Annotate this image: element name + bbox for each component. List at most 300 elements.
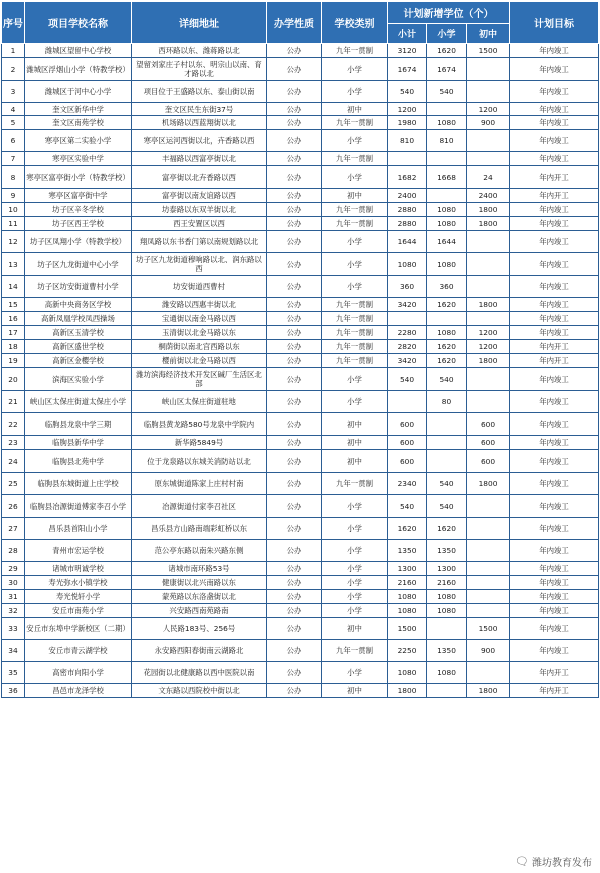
primary-cell: 540 [427, 368, 467, 391]
primary-cell: 1080 [427, 590, 467, 604]
watermark [515, 854, 592, 869]
category-cell: 小学 [322, 518, 388, 540]
primary-cell [427, 436, 467, 450]
school-name-cell: 寒亭区实验中学 [25, 152, 132, 166]
table-row [2, 391, 599, 413]
category-cell: 九年一贯制 [322, 217, 388, 231]
total-cell: 810 [388, 130, 427, 152]
middle-cell [467, 253, 510, 276]
school-name-cell: 高新区金樱学校 [25, 354, 132, 368]
header-category: 学校类别 [322, 2, 388, 44]
address-cell: 桐荫街以南北宫西路以东 [132, 340, 267, 354]
seq-cell: 26 [2, 495, 25, 518]
nature-cell: 公办 [267, 217, 322, 231]
primary-cell: 1620 [427, 354, 467, 368]
table-row [2, 253, 599, 276]
target-cell: 年内开工 [510, 189, 599, 203]
category-cell: 小学 [322, 58, 388, 81]
table-row [2, 166, 599, 189]
address-cell: 冶源街道付家李召社区 [132, 495, 267, 518]
total-cell: 1300 [388, 562, 427, 576]
primary-cell [427, 413, 467, 436]
school-name-cell: 寿光弥水小镇学校 [25, 576, 132, 590]
target-cell: 年内竣工 [510, 618, 599, 640]
nature-cell: 公办 [267, 495, 322, 518]
primary-cell [427, 103, 467, 116]
wechat-icon: 🗨 [515, 855, 529, 868]
total-cell: 1080 [388, 662, 427, 684]
category-cell: 九年一贯制 [322, 340, 388, 354]
table-row [2, 436, 599, 450]
category-cell: 小学 [322, 495, 388, 518]
seq-cell: 2 [2, 58, 25, 81]
address-cell: 人民路183号、256号 [132, 618, 267, 640]
school-name-cell: 临朐县新华中学 [25, 436, 132, 450]
address-cell: 富亭街以北卉香路以西 [132, 166, 267, 189]
target-cell: 年内开工 [510, 340, 599, 354]
middle-cell: 1800 [467, 473, 510, 495]
target-cell: 年内开工 [510, 354, 599, 368]
seq-cell: 16 [2, 312, 25, 326]
total-cell: 1800 [388, 684, 427, 698]
school-name-cell: 高新凤凰学校凤西操场 [25, 312, 132, 326]
middle-cell [467, 130, 510, 152]
middle-cell: 1200 [467, 103, 510, 116]
category-cell: 小学 [322, 81, 388, 103]
middle-cell: 600 [467, 413, 510, 436]
school-name-cell: 安丘市青云湖学校 [25, 640, 132, 662]
middle-cell: 1500 [467, 618, 510, 640]
table-row [2, 152, 599, 166]
nature-cell: 公办 [267, 130, 322, 152]
school-name-cell: 滨海区实验小学 [25, 368, 132, 391]
address-cell: 富亭街以南友谊路以西 [132, 189, 267, 203]
address-cell: 蒙苑路以东洛盏街以北 [132, 590, 267, 604]
total-cell: 1682 [388, 166, 427, 189]
target-cell: 年内竣工 [510, 130, 599, 152]
primary-cell [427, 618, 467, 640]
middle-cell [467, 152, 510, 166]
school-name-cell: 坊子区凤翔小学（特教学校） [25, 231, 132, 253]
nature-cell: 公办 [267, 189, 322, 203]
target-cell: 年内竣工 [510, 518, 599, 540]
primary-cell: 1080 [427, 116, 467, 130]
category-cell: 小学 [322, 391, 388, 413]
table-row [2, 518, 599, 540]
school-name-cell: 安丘市东埠中学新校区（二期） [25, 618, 132, 640]
header-school-name: 项目学校名称 [25, 2, 132, 44]
total-cell: 600 [388, 413, 427, 436]
target-cell: 年内竣工 [510, 450, 599, 473]
nature-cell: 公办 [267, 450, 322, 473]
nature-cell: 公办 [267, 518, 322, 540]
school-name-cell: 高密市向阳小学 [25, 662, 132, 684]
header-target: 计划目标 [510, 2, 599, 44]
target-cell: 年内竣工 [510, 473, 599, 495]
target-cell: 年内竣工 [510, 231, 599, 253]
school-name-cell: 寿光悦轩小学 [25, 590, 132, 604]
table-row [2, 203, 599, 217]
total-cell: 1620 [388, 518, 427, 540]
primary-cell: 1080 [427, 326, 467, 340]
middle-cell: 900 [467, 116, 510, 130]
total-cell: 1080 [388, 253, 427, 276]
seq-cell: 31 [2, 590, 25, 604]
address-cell: 坊安街道西曹村 [132, 276, 267, 298]
table-row [2, 368, 599, 391]
category-cell: 初中 [322, 189, 388, 203]
seq-cell: 36 [2, 684, 25, 698]
school-name-cell: 坊子区坊安街道曹村小学 [25, 276, 132, 298]
address-cell: 花园街以北健康路以西中医院以南 [132, 662, 267, 684]
middle-cell: 1200 [467, 340, 510, 354]
table-row [2, 450, 599, 473]
address-cell: 寒亭区运河西街以北，卉香路以西 [132, 130, 267, 152]
category-cell: 小学 [322, 562, 388, 576]
table-row [2, 231, 599, 253]
primary-cell: 1620 [427, 518, 467, 540]
primary-cell: 1300 [427, 562, 467, 576]
total-cell: 2880 [388, 203, 427, 217]
target-cell: 年内开工 [510, 166, 599, 189]
category-cell: 小学 [322, 576, 388, 590]
school-name-cell: 安丘市南苑小学 [25, 604, 132, 618]
target-cell: 年内竣工 [510, 391, 599, 413]
primary-cell: 1080 [427, 203, 467, 217]
total-cell: 3120 [388, 44, 427, 58]
table-row [2, 103, 599, 116]
target-cell: 年内竣工 [510, 495, 599, 518]
address-cell: 丰福路以西富亭街以北 [132, 152, 267, 166]
category-cell: 小学 [322, 130, 388, 152]
nature-cell: 公办 [267, 662, 322, 684]
primary-cell: 1080 [427, 604, 467, 618]
table-row [2, 562, 599, 576]
school-name-cell: 寒亭区富亭街中学 [25, 189, 132, 203]
middle-cell [467, 276, 510, 298]
middle-cell: 1200 [467, 326, 510, 340]
school-name-cell: 潍城区望留中心学校 [25, 44, 132, 58]
middle-cell [467, 576, 510, 590]
target-cell: 年内竣工 [510, 103, 599, 116]
address-cell: 潍安路以西惠丰街以北 [132, 298, 267, 312]
header-seq: 序号 [2, 2, 25, 44]
seq-cell: 10 [2, 203, 25, 217]
address-cell: 坊泰路以东双羊街以北 [132, 203, 267, 217]
primary-cell: 1350 [427, 540, 467, 562]
seq-cell: 28 [2, 540, 25, 562]
middle-cell [467, 391, 510, 413]
seq-cell: 9 [2, 189, 25, 203]
nature-cell: 公办 [267, 203, 322, 217]
address-cell: 翔凤路以东书香门第以南规划路以北 [132, 231, 267, 253]
address-cell: 原东城街道陈家上庄村村南 [132, 473, 267, 495]
target-cell: 年内竣工 [510, 312, 599, 326]
category-cell: 九年一贯制 [322, 44, 388, 58]
target-cell: 年内竣工 [510, 152, 599, 166]
school-name-cell: 临朐县东城街道上庄学校 [25, 473, 132, 495]
middle-cell [467, 368, 510, 391]
nature-cell: 公办 [267, 103, 322, 116]
total-cell: 1980 [388, 116, 427, 130]
category-cell: 初中 [322, 103, 388, 116]
category-cell: 九年一贯制 [322, 354, 388, 368]
primary-cell: 1620 [427, 340, 467, 354]
primary-cell: 540 [427, 495, 467, 518]
nature-cell: 公办 [267, 340, 322, 354]
primary-cell: 1674 [427, 58, 467, 81]
middle-cell [467, 231, 510, 253]
nature-cell: 公办 [267, 326, 322, 340]
address-cell: 潍坊滨海经济技术开发区碱厂生活区北部 [132, 368, 267, 391]
category-cell: 初中 [322, 684, 388, 698]
category-cell: 九年一贯制 [322, 326, 388, 340]
table-row [2, 276, 599, 298]
table-body [2, 44, 599, 698]
address-cell: 望留刘家庄子村以东、明宗山以南、育才路以北 [132, 58, 267, 81]
seq-cell: 20 [2, 368, 25, 391]
address-cell: 昌乐县方山路南端彩虹桥以东 [132, 518, 267, 540]
total-cell: 1500 [388, 618, 427, 640]
nature-cell: 公办 [267, 276, 322, 298]
total-cell: 1080 [388, 590, 427, 604]
target-cell: 年内竣工 [510, 203, 599, 217]
total-cell: 540 [388, 368, 427, 391]
seq-cell: 29 [2, 562, 25, 576]
nature-cell: 公办 [267, 618, 322, 640]
school-name-cell: 潍城区浮烟山小学（特教学校） [25, 58, 132, 81]
nature-cell: 公办 [267, 590, 322, 604]
school-name-cell: 高新区盛世学校 [25, 340, 132, 354]
seq-cell: 23 [2, 436, 25, 450]
primary-cell: 1080 [427, 662, 467, 684]
primary-cell: 80 [427, 391, 467, 413]
primary-cell [427, 312, 467, 326]
table-row [2, 189, 599, 203]
total-cell: 2280 [388, 326, 427, 340]
target-cell: 年内竣工 [510, 326, 599, 340]
primary-cell: 1620 [427, 44, 467, 58]
header-total: 小计 [388, 24, 427, 44]
school-name-cell: 昌邑市龙泽学校 [25, 684, 132, 698]
address-cell: 峡山区太保庄街道驻地 [132, 391, 267, 413]
table-row [2, 58, 599, 81]
seq-cell: 4 [2, 103, 25, 116]
target-cell: 年内竣工 [510, 368, 599, 391]
nature-cell: 公办 [267, 640, 322, 662]
target-cell: 年内竣工 [510, 590, 599, 604]
category-cell: 小学 [322, 662, 388, 684]
primary-cell: 1668 [427, 166, 467, 189]
middle-cell [467, 495, 510, 518]
table-row [2, 44, 599, 58]
total-cell: 3420 [388, 354, 427, 368]
seq-cell: 12 [2, 231, 25, 253]
middle-cell: 1500 [467, 44, 510, 58]
nature-cell: 公办 [267, 436, 322, 450]
category-cell: 小学 [322, 166, 388, 189]
table-row [2, 640, 599, 662]
category-cell: 九年一贯制 [322, 473, 388, 495]
middle-cell [467, 81, 510, 103]
total-cell: 360 [388, 276, 427, 298]
total-cell: 1644 [388, 231, 427, 253]
nature-cell: 公办 [267, 473, 322, 495]
nature-cell: 公办 [267, 540, 322, 562]
address-cell: 机场路以西蓝翔街以北 [132, 116, 267, 130]
seq-cell: 30 [2, 576, 25, 590]
primary-cell: 1644 [427, 231, 467, 253]
nature-cell: 公办 [267, 562, 322, 576]
seq-cell: 19 [2, 354, 25, 368]
table-row [2, 576, 599, 590]
target-cell: 年内竣工 [510, 640, 599, 662]
primary-cell [427, 189, 467, 203]
primary-cell [427, 152, 467, 166]
seq-cell: 33 [2, 618, 25, 640]
target-cell: 年内竣工 [510, 81, 599, 103]
school-name-cell: 高新中央商务区学校 [25, 298, 132, 312]
target-cell: 年内开工 [510, 662, 599, 684]
middle-cell [467, 312, 510, 326]
middle-cell: 1800 [467, 684, 510, 698]
middle-cell: 2400 [467, 189, 510, 203]
address-cell: 健康街以北兴南路以东 [132, 576, 267, 590]
table-row [2, 684, 599, 698]
table-row [2, 540, 599, 562]
primary-cell: 1080 [427, 217, 467, 231]
total-cell: 600 [388, 450, 427, 473]
nature-cell: 公办 [267, 684, 322, 698]
total-cell [388, 312, 427, 326]
header-middle: 初中 [467, 24, 510, 44]
middle-cell [467, 518, 510, 540]
seq-cell: 3 [2, 81, 25, 103]
school-name-cell: 临朐县龙泉中学三期 [25, 413, 132, 436]
table-row [2, 81, 599, 103]
nature-cell: 公办 [267, 81, 322, 103]
table-row [2, 340, 599, 354]
category-cell: 初中 [322, 450, 388, 473]
category-cell: 九年一贯制 [322, 298, 388, 312]
target-cell: 年内竣工 [510, 540, 599, 562]
table-row [2, 590, 599, 604]
seq-cell: 35 [2, 662, 25, 684]
table-row [2, 326, 599, 340]
middle-cell: 1800 [467, 217, 510, 231]
target-cell: 年内竣工 [510, 413, 599, 436]
primary-cell: 810 [427, 130, 467, 152]
address-cell: 范公亭东路以南朱兴路东侧 [132, 540, 267, 562]
nature-cell: 公办 [267, 604, 322, 618]
total-cell: 1674 [388, 58, 427, 81]
table-row [2, 495, 599, 518]
nature-cell: 公办 [267, 166, 322, 189]
total-cell [388, 391, 427, 413]
middle-cell: 1800 [467, 298, 510, 312]
address-cell: 兴安路西南苑路南 [132, 604, 267, 618]
seq-cell: 34 [2, 640, 25, 662]
nature-cell: 公办 [267, 44, 322, 58]
target-cell: 年内竣工 [510, 217, 599, 231]
category-cell: 小学 [322, 276, 388, 298]
school-name-cell: 昌乐县首阳山小学 [25, 518, 132, 540]
nature-cell: 公办 [267, 116, 322, 130]
address-cell: 文东路以西院校中街以北 [132, 684, 267, 698]
address-cell: 位于龙泉路以东城关消防站以北 [132, 450, 267, 473]
target-cell: 年内竣工 [510, 576, 599, 590]
school-name-cell: 奎文区新华中学 [25, 103, 132, 116]
school-name-cell: 奎文区南苑学校 [25, 116, 132, 130]
address-cell: 西王安置区以西 [132, 217, 267, 231]
seq-cell: 24 [2, 450, 25, 473]
total-cell [388, 152, 427, 166]
primary-cell: 1080 [427, 253, 467, 276]
seq-cell: 32 [2, 604, 25, 618]
table-row [2, 298, 599, 312]
middle-cell [467, 590, 510, 604]
address-cell: 坊子区九龙街道穆响路以北、润东路以西 [132, 253, 267, 276]
category-cell: 小学 [322, 604, 388, 618]
middle-cell [467, 662, 510, 684]
target-cell: 年内竣工 [510, 116, 599, 130]
category-cell: 小学 [322, 253, 388, 276]
seq-cell: 11 [2, 217, 25, 231]
table-row [2, 130, 599, 152]
total-cell: 3420 [388, 298, 427, 312]
primary-cell: 540 [427, 473, 467, 495]
table-row [2, 618, 599, 640]
table-row [2, 312, 599, 326]
primary-cell [427, 684, 467, 698]
total-cell: 1350 [388, 540, 427, 562]
school-name-cell: 潍城区于河中心小学 [25, 81, 132, 103]
target-cell: 年内开工 [510, 684, 599, 698]
address-cell: 临朐县黄龙路580号龙泉中学院内 [132, 413, 267, 436]
school-name-cell: 临朐县冶源街道傅家李召小学 [25, 495, 132, 518]
school-name-cell: 寒亭区第二实验小学 [25, 130, 132, 152]
middle-cell: 1800 [467, 203, 510, 217]
category-cell: 小学 [322, 590, 388, 604]
seq-cell: 14 [2, 276, 25, 298]
total-cell: 600 [388, 436, 427, 450]
seq-cell: 18 [2, 340, 25, 354]
school-name-cell: 坊子区九龙街道中心小学 [25, 253, 132, 276]
total-cell: 1200 [388, 103, 427, 116]
category-cell: 小学 [322, 368, 388, 391]
target-cell: 年内竣工 [510, 436, 599, 450]
target-cell: 年内竣工 [510, 253, 599, 276]
seq-cell: 1 [2, 44, 25, 58]
address-cell: 西环路以东、潍蒋路以北 [132, 44, 267, 58]
table-row [2, 662, 599, 684]
primary-cell [427, 450, 467, 473]
address-cell: 奎文区民生东街37号 [132, 103, 267, 116]
table-row [2, 413, 599, 436]
nature-cell: 公办 [267, 298, 322, 312]
middle-cell: 600 [467, 436, 510, 450]
seq-cell: 25 [2, 473, 25, 495]
total-cell: 2820 [388, 340, 427, 354]
nature-cell: 公办 [267, 391, 322, 413]
target-cell: 年内竣工 [510, 298, 599, 312]
table-row [2, 604, 599, 618]
address-cell: 宝通街以南金马路以西 [132, 312, 267, 326]
address-cell: 诸城市南环路53号 [132, 562, 267, 576]
seq-cell: 13 [2, 253, 25, 276]
total-cell: 540 [388, 495, 427, 518]
middle-cell: 1800 [467, 354, 510, 368]
